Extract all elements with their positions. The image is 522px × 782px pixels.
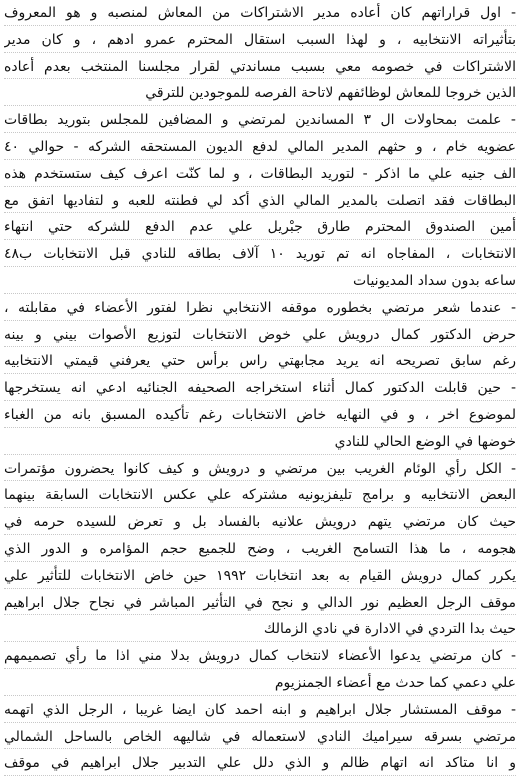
line-rule bbox=[4, 373, 516, 374]
line-rule bbox=[4, 78, 516, 79]
line-text: ساعه بدون سداد المديونيات bbox=[353, 272, 516, 289]
line-rule bbox=[4, 454, 516, 455]
line-rule bbox=[4, 346, 516, 347]
line-rule bbox=[4, 722, 516, 723]
line-rule bbox=[4, 105, 516, 106]
line-text: - كان مرتضي يدعوا الأعضاء لانتخاب كمال درويش بدلا مني اذا ما رأي تصميمهم bbox=[4, 648, 516, 665]
line-rule bbox=[4, 266, 516, 267]
line-text: الاشتراكات في خصومه معي بسبب مساندتي لقرار مجلسنا المنتخب بعدم أعاده bbox=[4, 58, 516, 75]
line-rule bbox=[4, 480, 516, 481]
text-line bbox=[4, 482, 516, 509]
line-rule bbox=[4, 588, 516, 589]
line-rule bbox=[4, 320, 516, 321]
document-body bbox=[4, 0, 516, 777]
line-rule bbox=[4, 25, 516, 26]
line-rule bbox=[4, 695, 516, 696]
text-line bbox=[4, 563, 516, 590]
line-text: الف جنيه علي ما اذكر - لتوريد البطاقات ، و لما كنّت اعرف كيف ستستخدم هذه bbox=[4, 165, 516, 182]
line-text: موقف الرجل العظيم نور الدالي و نجح في التأثير المباشر في نجاح جلال ابراهيم bbox=[4, 594, 516, 611]
text-line bbox=[4, 724, 516, 751]
line-rule bbox=[4, 427, 516, 428]
text-line bbox=[4, 241, 516, 268]
text-line bbox=[4, 322, 516, 349]
line-rule bbox=[4, 507, 516, 508]
line-text: لموضوع اخر ، و في النهايه خاض الانتخابات رغم تأكيده المسبق بانه من الغباء bbox=[4, 406, 516, 423]
line-text: حرض الدكتور كمال درويش علي خوض الانتخابات لتوزيع الأصوات بيني و بينه bbox=[4, 326, 516, 343]
line-text: أمين الصندوق المحترم طارق جبْريل علي عدم الدفع للشركه حتي انتهاء bbox=[4, 219, 516, 236]
line-text: حيث بدا التردي في الادارة في نادي الزمالك bbox=[263, 621, 516, 638]
line-rule bbox=[4, 748, 516, 749]
line-text: - اول قراراتهم كان أعاده مدير الاشتراكات من المعاش لمنصبه و هو المعروف bbox=[4, 5, 516, 21]
text-line bbox=[4, 590, 516, 617]
line-text: - علمت بمحاولات ال ٣ المساندين لمرتضي و المضافين للمجلس بتوريد بطاقات bbox=[4, 112, 516, 129]
text-line bbox=[4, 375, 516, 402]
line-text: مرتضي بسرقه سيراميك النادي لاستعماله في شاليهه الخاص بالساحل الشمالي bbox=[4, 728, 516, 745]
line-rule bbox=[4, 561, 516, 562]
text-line bbox=[4, 0, 516, 27]
line-text: - حين قابلت الدكتور كمال أثناء استخراجه الصحيفه الجنائيه ادعي انه يستخرجها bbox=[4, 380, 516, 397]
line-text: و انا متاكد انه اتهام ظالم و الذي دلل علي التدبير جلال ابراهيم في موقف bbox=[4, 755, 516, 772]
line-text: البطاقات فقد اتصلت بالمدير المالي الذي أكد لي فطنته للعبه و لتفاديها اتفق مع bbox=[4, 192, 516, 209]
line-rule bbox=[4, 132, 516, 133]
line-rule bbox=[4, 641, 516, 642]
text-line bbox=[4, 456, 516, 483]
text-line bbox=[4, 509, 516, 536]
text-line bbox=[4, 536, 516, 563]
line-rule bbox=[4, 239, 516, 240]
text-line bbox=[4, 402, 516, 429]
text-line bbox=[4, 80, 516, 107]
line-text: خوضها في الوضع الحالي للنادي bbox=[334, 433, 516, 450]
text-line bbox=[4, 643, 516, 670]
line-rule bbox=[4, 775, 516, 776]
line-rule bbox=[4, 52, 516, 53]
line-text: علي دعمي كما حدث مع أعضاء الجمنزيوم bbox=[274, 674, 516, 691]
line-rule bbox=[4, 212, 516, 213]
text-line bbox=[4, 161, 516, 188]
line-rule bbox=[4, 534, 516, 535]
line-rule bbox=[4, 293, 516, 294]
line-text: الانتخابات ، المفاجاه انه تم توريد ١٠ آلاف بطاقه للنادي قبل الانتخابات ب٤٨ bbox=[4, 246, 516, 263]
line-text: - عندما شعر مرتضي بخطوره موقفه الانتخابي نظرا لفتور الأعضاء في مقابلته ، bbox=[4, 299, 516, 316]
text-line bbox=[4, 616, 516, 643]
line-text: الذين خروجا للمعاش لوظائفهم لاتاحة الفرصه للموجودين للترقي bbox=[145, 85, 516, 102]
text-line bbox=[4, 27, 516, 54]
line-text: - الكل رأي الوئام الغريب بين مرتضي و درويش و كيف كانوا يحضرون مؤتمرات bbox=[4, 460, 516, 477]
text-line bbox=[4, 348, 516, 375]
text-line bbox=[4, 107, 516, 134]
line-text: رغم سابق تصريحه انه يريد مجابهتي راس برأس حتي يعرفني قيمتي الانتخابيه bbox=[4, 353, 516, 370]
text-line bbox=[4, 429, 516, 456]
line-text: البعض الانتخابيه و برامج تليفزيونيه مشتركه علي عكس الانتخابات السابقة بينهما bbox=[4, 487, 516, 504]
line-text: بتأثيراته الانتخابيه ، و لهذا السبب استقال المحترم عمرو ادهم ، و كان مدير bbox=[4, 31, 516, 48]
text-line bbox=[4, 54, 516, 81]
text-line bbox=[4, 697, 516, 724]
text-line bbox=[4, 134, 516, 161]
line-rule bbox=[4, 668, 516, 669]
line-rule bbox=[4, 159, 516, 160]
line-rule bbox=[4, 186, 516, 187]
line-text: عضويه خام ، و حثهم المدير المالي لدفع الديون المستحقه الشركه - حوالي ٤٠ bbox=[4, 138, 516, 155]
text-line bbox=[4, 214, 516, 241]
text-line bbox=[4, 295, 516, 322]
line-rule bbox=[4, 400, 516, 401]
line-text: هجومه ، ما هذا التسامح الغريب ، وضح للجميع حجم المؤامره و الدور الذي bbox=[4, 540, 516, 557]
line-text: يكرر كمال درويش القيام به بعد انتخابات ١٩٩٢ حين خاض الانتخابات للتأثير علي bbox=[4, 567, 516, 584]
text-line bbox=[4, 750, 516, 777]
line-text: حيث كان مرتضي يتهم درويش علانيه بالفساد بل و تعرض للسيده حرمه في bbox=[4, 514, 516, 531]
text-line bbox=[4, 188, 516, 215]
text-line bbox=[4, 670, 516, 697]
line-rule bbox=[4, 614, 516, 615]
line-text: - موقف المستشار جلال ابراهيم و ابنه احمد كان ايضا غريبا ، الرجل الذي اتهمه bbox=[4, 701, 516, 718]
text-line bbox=[4, 268, 516, 295]
